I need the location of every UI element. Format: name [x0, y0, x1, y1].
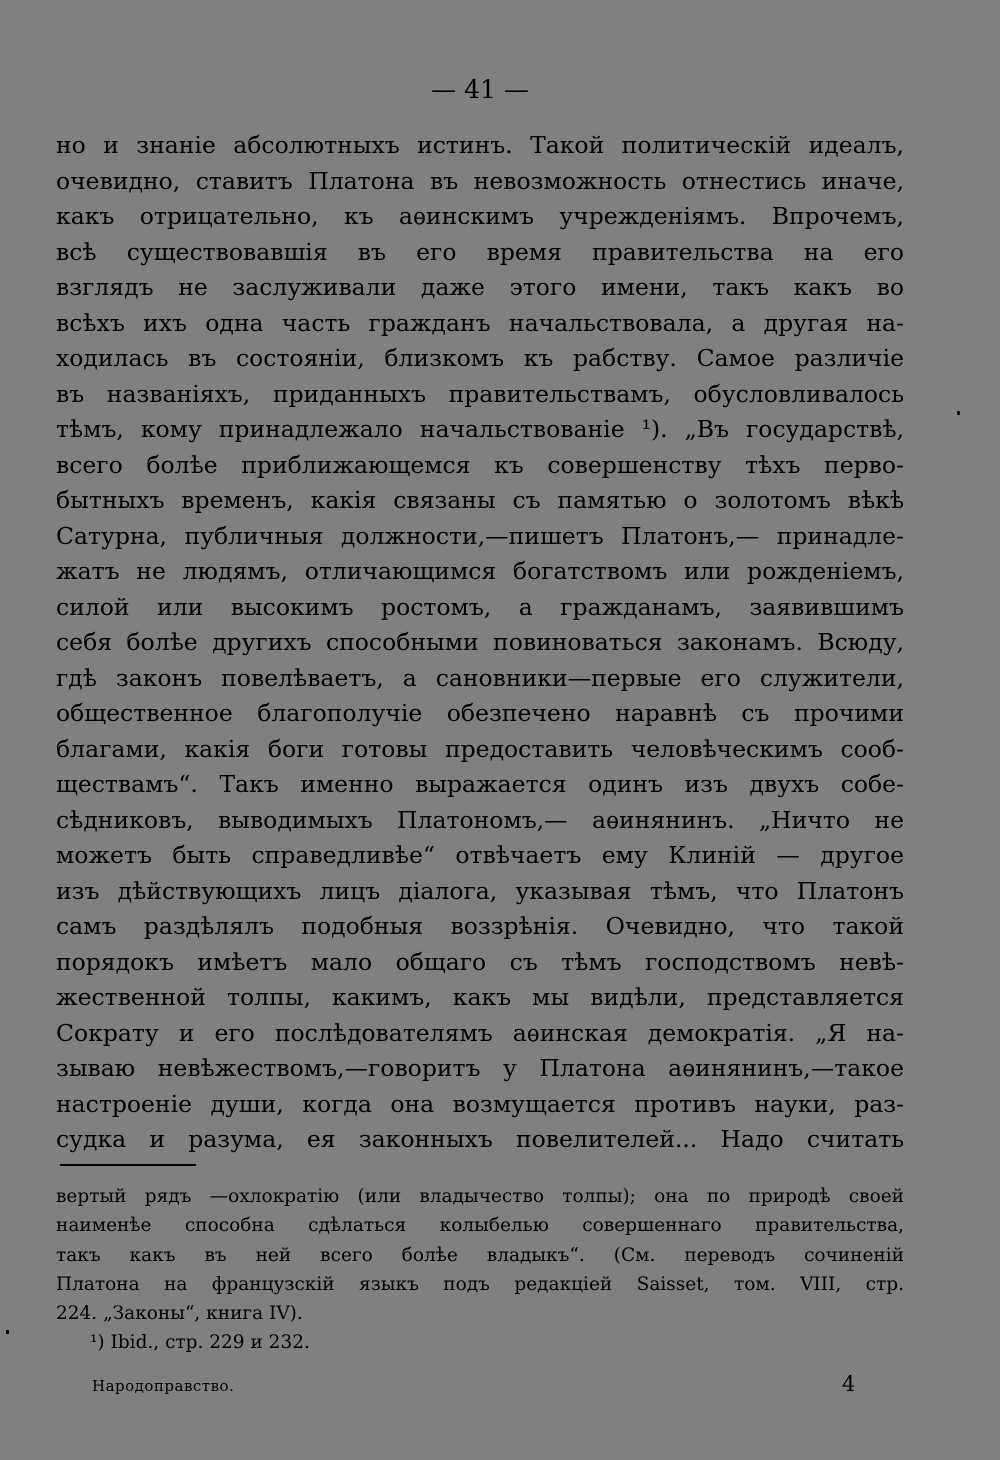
footnotes [56, 1182, 904, 1358]
text-line: въ названіяхъ, приданныхъ правительствамъ, обусловливалось [56, 379, 904, 408]
text-line: зываю невѣжествомъ,—говоритъ у Платона аѳинянинъ,—такое [56, 1054, 904, 1082]
text-line: судка и разума, ея законныхъ повелителей... Надо считать [56, 1125, 904, 1153]
text-line: ходилась въ состояніи, близкомъ къ рабству. Самое различіе [56, 344, 904, 372]
text-line: какъ отрицательно, къ аѳинскимъ учрежденіямъ. Впрочемъ, [56, 202, 904, 230]
text-line: взглядъ не заслуживали даже этого имени, такъ какъ во [56, 273, 904, 301]
main-text [56, 128, 904, 1158]
text-line: но и знаніе абсолютныхъ истинъ. Такой политическій идеалъ, [56, 131, 904, 159]
text-line: Сократу и его послѣдователямъ аѳинская демократія. „Я на- [56, 1018, 904, 1047]
text-line: общественное благополучіе обезпечено наравнѣ съ прочими [56, 699, 904, 727]
text-line: всѣхъ ихъ одна часть гражданъ начальствовала, а другая на- [56, 308, 904, 337]
footnote-continuation [56, 1182, 904, 1328]
footnote-line: 224. „Законы“, книга IV). [56, 1303, 303, 1325]
page-number: — 41 — [431, 75, 529, 104]
text-line: самъ раздѣлялъ подобныя воззрѣнія. Очевидно, что такой [56, 912, 904, 940]
text-line: жатъ не людямъ, отличающимся богатствомъ или рожденіемъ, [56, 557, 904, 585]
text-line: изъ дѣйствующихъ лицъ діалога, указывая тѣмъ, что Платонъ [56, 876, 904, 905]
text-line: тѣмъ, кому принадлежало начальствованіе ¹). „Въ государствѣ, [56, 415, 904, 443]
signature-label: Народоправство. [92, 1377, 235, 1395]
text-line: силой или высокимъ ростомъ, а гражданамъ, заявившимъ [56, 592, 904, 621]
text-line: себя болѣе другихъ способными повиноваться законамъ. Всюду, [56, 628, 904, 656]
footnote-1: ¹) Ibid., стр. 229 и 232. [90, 1332, 310, 1354]
text-line: очевидно, ставитъ Платона въ невозможность отнестись иначе, [56, 166, 904, 195]
text-line: всего болѣе приближающемся къ совершенству тѣхъ перво- [56, 450, 904, 479]
text-line: можетъ быть справедливѣе“ отвѣчаетъ ему Клиній — другое [56, 841, 904, 869]
footnote-divider [60, 1164, 196, 1166]
text-line: гдѣ законъ повелѣваетъ, а сановники—первые его служители, [56, 663, 904, 692]
footnote-line: вертый рядъ —охлократію (или владычество толпы); она по природѣ своей [56, 1186, 904, 1207]
scan-speck [957, 411, 960, 415]
text-line: всѣ существовавшія въ его время правительства на его [56, 237, 904, 266]
scan-speck [6, 1330, 9, 1334]
text-line: сѣдниковъ, выводимыхъ Платономъ,— аѳинянинъ. „Ничто не [56, 805, 904, 834]
text-line: благами, какія боги готовы предоставить человѣческимъ сооб- [56, 734, 904, 763]
footnote-line: Платона на французскій языкъ подъ редакціей Saisset, том. VIII, стр. [56, 1273, 904, 1295]
text-line: бытныхъ временъ, какія связаны съ памятью о золотомъ вѣкѣ [56, 486, 904, 514]
text-line: настроеніе души, когда она возмущается противъ науки, раз- [56, 1089, 904, 1118]
text-line: жественной толпы, какимъ, какъ мы видѣли, представляется [56, 983, 904, 1011]
footnote-line: наименѣе способна сдѣлаться колыбелью совершеннаго правительства, [56, 1215, 904, 1237]
signature-number: 4 [842, 1372, 856, 1396]
text-line: Сатурна, публичныя должности,—пишетъ Платонъ,— принадле- [56, 521, 904, 550]
text-line: порядокъ имѣетъ мало общаго съ тѣмъ господствомъ невѣ- [56, 947, 904, 976]
text-line: ществамъ“. Такъ именно выражается одинъ изъ двухъ собе- [56, 770, 904, 798]
footnote-line: такъ какъ въ ней всего болѣе владыкъ“. (См. переводъ сочиненій [56, 1244, 904, 1266]
